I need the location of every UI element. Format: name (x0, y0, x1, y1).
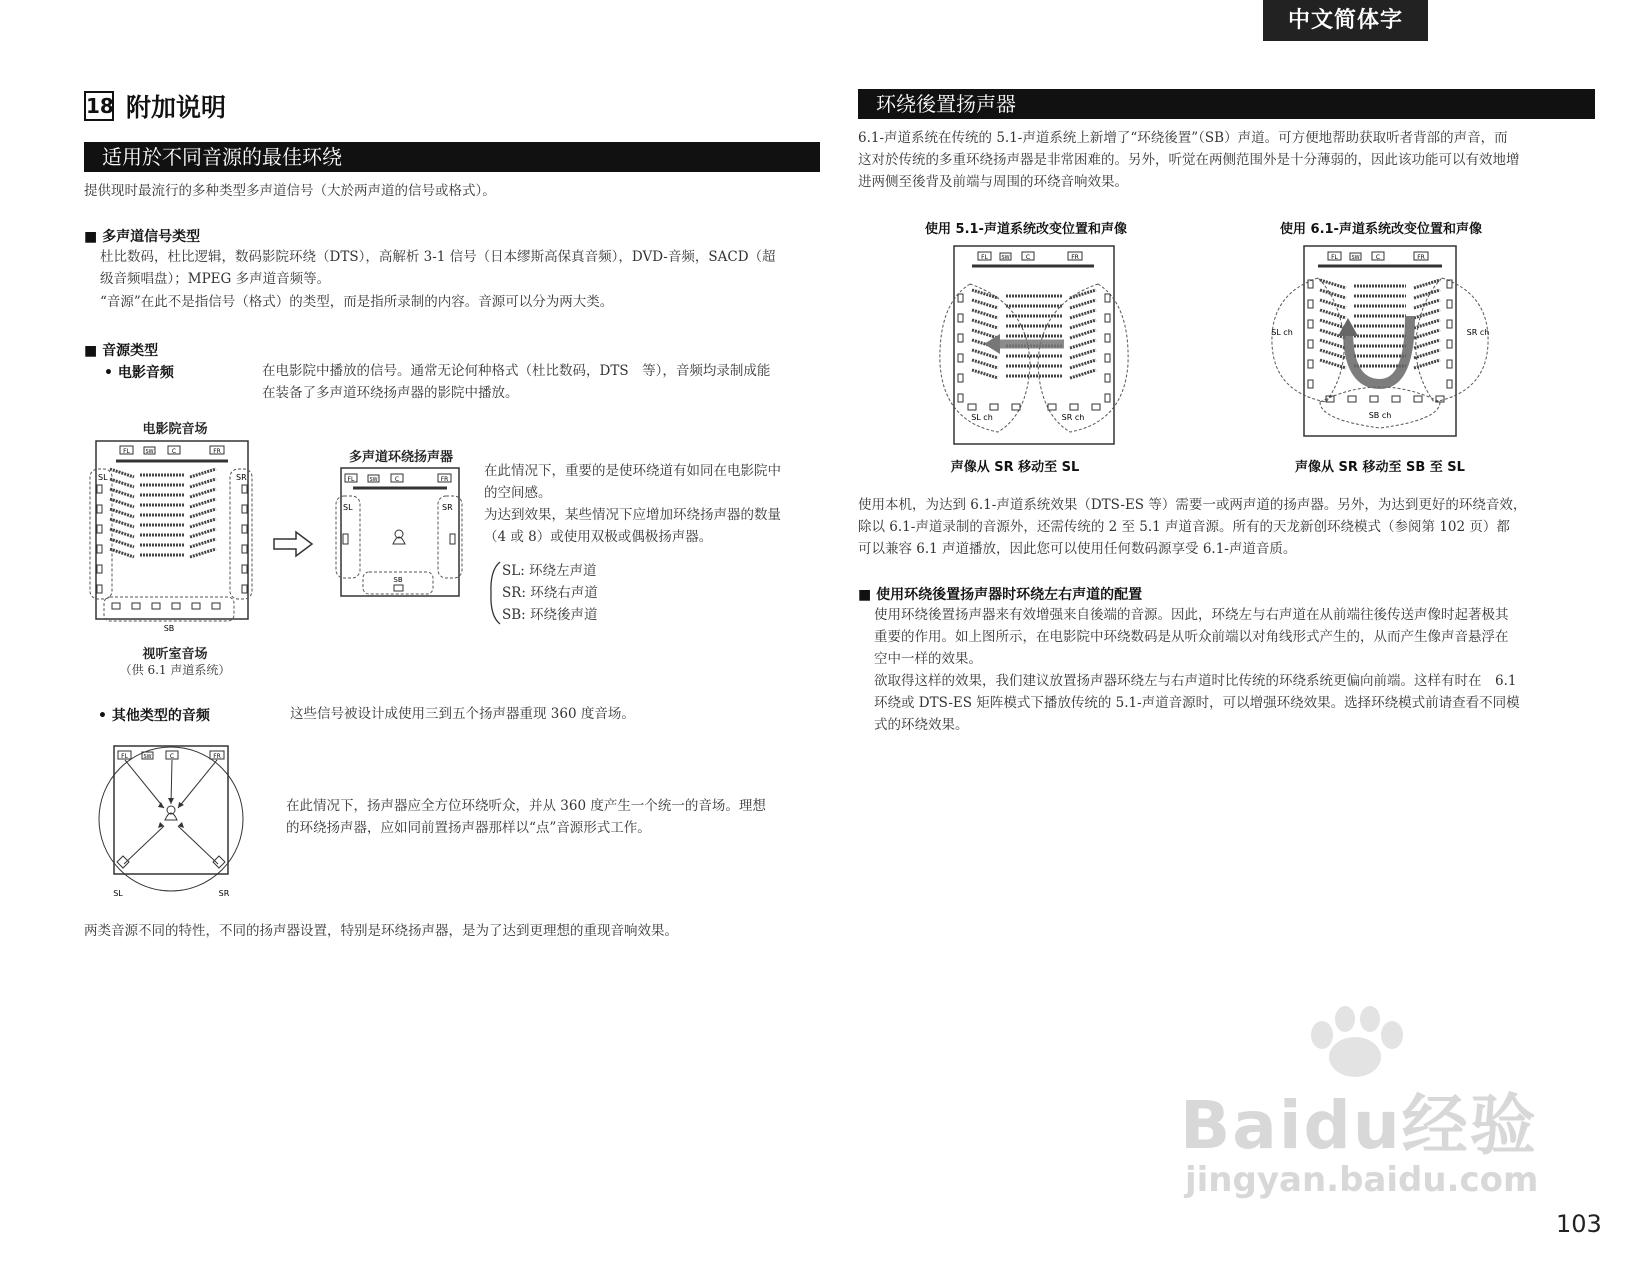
cinema-fr-label: FR (213, 448, 221, 455)
cinema-sub-title: 视听室音场 (142, 647, 208, 662)
fig2-srch-label: SR ch (1466, 328, 1490, 337)
point-sl-label: SL (113, 889, 123, 898)
cinema-sr-label: SR (236, 473, 247, 482)
right-p3-4: 欲取得这样的效果，我们建议放置扬声器环绕左与右声道时比传统的环绕系统更偏向前端。这样有时在 6.1 (874, 673, 1517, 689)
section-title: 附加说明 (126, 93, 227, 122)
cinema-sl-label: SL (98, 473, 108, 482)
cinema-c-label: C (171, 448, 177, 455)
section-heading (84, 88, 226, 124)
point-fl-label: FL (121, 753, 128, 760)
point-sr-label: SR (218, 889, 230, 898)
fig1-slch-label: SL ch (971, 413, 993, 422)
bullet-movie-audio: • 电影音频 (104, 365, 174, 381)
multichannel-text-1: 杜比数码，杜比逻辑，数码影院环绕（DTS），高解析 3-1 信号（日本缪斯高保真音频），DVD-音频，SACD（超 (100, 249, 776, 265)
source-note: “音源”在此不是指信号（格式）的类型，而是指所录制的内容。音源可以分为两大类。 (100, 294, 614, 310)
fig1-diagram (938, 244, 1130, 449)
multi-sr-label: SR (442, 503, 453, 512)
multi-fl-label: FL (347, 476, 355, 483)
fig1-fr-label: FR (1071, 254, 1079, 261)
legend-sb: SB: 环绕後声道 (502, 607, 598, 623)
fig1-caption: 声像从 SR 移动至 SL (950, 460, 1080, 475)
cinema-title: 电影院音场 (142, 422, 208, 437)
heading-source-type: ■ 音源类型 (84, 343, 159, 359)
point-source-diagram (98, 742, 248, 902)
fig1-c-label: C (1025, 254, 1031, 261)
watermark-url: jingyan.baidu.com (1185, 1160, 1539, 1200)
fig2-fr-label: FR (1417, 254, 1425, 261)
right-p3-6: 式的环绕效果。 (874, 717, 969, 733)
multi-sw-label: SW (369, 477, 378, 483)
right-p1-1: 6.1-声道系统在传统的 5.1-声道系统上新增了“环绕後置”（SB）声道。可方便地帮助获取听者背部的声音，而 (858, 130, 1508, 146)
multi-sl-label: SL (343, 503, 353, 512)
fig1-title: 使用 5.1-声道系统改变位置和声像 (925, 222, 1127, 237)
explain-2: 的空间感。 (484, 485, 552, 501)
explain-3: 为达到效果，某些情况下应增加环绕扬声器的数量 (484, 507, 781, 523)
right-p2-1: 使用本机，为达到 6.1-声道系统效果（DTS-ES 等）需要一或两声道的扬声器。另外，为达到更好的环绕音效， (858, 497, 1527, 513)
right-section-bar: 环绕後置扬声器 (858, 89, 1595, 119)
cinema-fl-label: FL (123, 448, 130, 455)
fig2-sw-label: SW (1351, 255, 1360, 261)
fig2-slch-label: SL ch (1271, 328, 1293, 337)
section-number: 18 (84, 91, 114, 121)
fig2-caption: 声像从 SR 移动至 SB 至 SL (1295, 460, 1465, 475)
bullet-other-audio: • 其他类型的音频 (98, 708, 210, 724)
movie-desc-2: 在装备了多声道环绕扬声器的影院中播放。 (262, 385, 519, 401)
point-sw-label: SW (143, 754, 152, 760)
fig2-title: 使用 6.1-声道系统改变位置和声像 (1280, 222, 1482, 237)
multichannel-diagram (335, 466, 465, 600)
fig2-c-label: C (1375, 254, 1381, 261)
fig1-srch-label: SR ch (1061, 413, 1085, 422)
point-c-label: C (169, 753, 175, 760)
right-p1-3: 进两侧至後背及前端与周围的环绕音响效果。 (858, 174, 1128, 190)
right-p3-2: 重要的作用。如上图所示，在电影院中环绕数码是从听众前端以对角线形式产生的，从而产生像声音悬浮在 (874, 629, 1509, 645)
heading-sb-config: ■ 使用环绕後置扬声器时环绕左右声道的配置 (858, 587, 1143, 603)
explain-4: （4 或 8）或使用双极或偶极扬声器。 (484, 529, 713, 545)
cinema-sub-note: （供 6.1 声道系统） (119, 663, 231, 677)
cinema-sb-label: SB (163, 624, 175, 633)
point-text-1: 在此情况下，扬声器应全方位环绕听众，并从 360 度产生一个统一的音场。理想 (286, 798, 766, 814)
left-section-bar: 适用於不同音源的最佳环绕 (84, 142, 820, 172)
multi-c-label: C (394, 476, 400, 483)
fig2-sbch-label: SB ch (1368, 411, 1392, 420)
language-tab: 中文简体字 (1263, 0, 1428, 41)
multichannel-diagram-title: 多声道环绕扬声器 (348, 450, 453, 465)
fig2-fl-label: FL (1331, 254, 1338, 261)
watermark-main: Baidu经验 (1180, 1087, 1538, 1164)
right-p2-3: 可以兼容 6.1 声道播放，因此您可以使用任何数码源享受 6.1-声道音质。 (858, 541, 1297, 557)
heading-multichannel: ■ 多声道信号类型 (84, 229, 201, 245)
left-intro: 提供现时最流行的多种类型多声道信号（大於两声道的信号或格式）。 (84, 183, 496, 199)
left-footer-text: 两类音源不同的特性，不同的扬声器设置，特别是环绕扬声器，是为了达到更理想的重现音响效果。 (84, 923, 678, 939)
cinema-sw-label: SW (145, 449, 154, 455)
other-desc: 这些信号被设计成使用三到五个扬声器重现 360 度音场。 (290, 706, 635, 722)
explain-1: 在此情况下，重要的是使环绕道有如同在电影院中 (484, 463, 781, 479)
right-p3-1: 使用环绕後置扬声器来有效增强来自後端的音源。因此，环绕左与右声道在从前端往後传送声像时起著极其 (874, 607, 1509, 623)
multichannel-text-2: 级音频唱盘）；MPEG 多声道音频等。 (100, 271, 331, 287)
right-arrow-icon (272, 530, 316, 558)
right-p1-2: 这对於传统的多重环绕扬声器是非常困难的。另外，听觉在两侧范围外是十分薄弱的，因此该功能可以有效地增 (858, 152, 1520, 168)
fig2-diagram (1270, 244, 1490, 449)
fig1-fl-label: FL (981, 254, 988, 261)
multi-fr-label: FR (440, 476, 449, 483)
page-number: 103 (1556, 1210, 1602, 1238)
legend-sl: SL: 环绕左声道 (502, 563, 597, 579)
movie-desc-1: 在电影院中播放的信号。通常无论何种格式（杜比数码，DTS 等），音频均录制成能 (262, 363, 771, 379)
right-p3-3: 空中一样的效果。 (874, 651, 982, 667)
point-fr-label: FR (213, 753, 221, 760)
multi-sb-label: SB (393, 576, 403, 584)
cinema-diagram (88, 437, 256, 642)
point-text-2: 的环绕扬声器，应如同前置扬声器那样以“点”音源形式工作。 (286, 820, 651, 836)
right-p2-2: 除以 6.1-声道录制的音源外，还需传统的 2 至 5.1 声道音源。所有的天龙新创环绕模式（参阅第 102 页）都 (858, 519, 1510, 535)
fig1-sw-label: SW (1001, 255, 1010, 261)
legend-brace (488, 560, 502, 626)
right-p3-5: 环绕或 DTS-ES 矩阵模式下播放传统的 5.1-声道音源时，可以增强环绕效果。选择环绕模式前请查看不同模 (874, 695, 1520, 711)
legend-sr: SR: 环绕右声道 (502, 585, 598, 601)
